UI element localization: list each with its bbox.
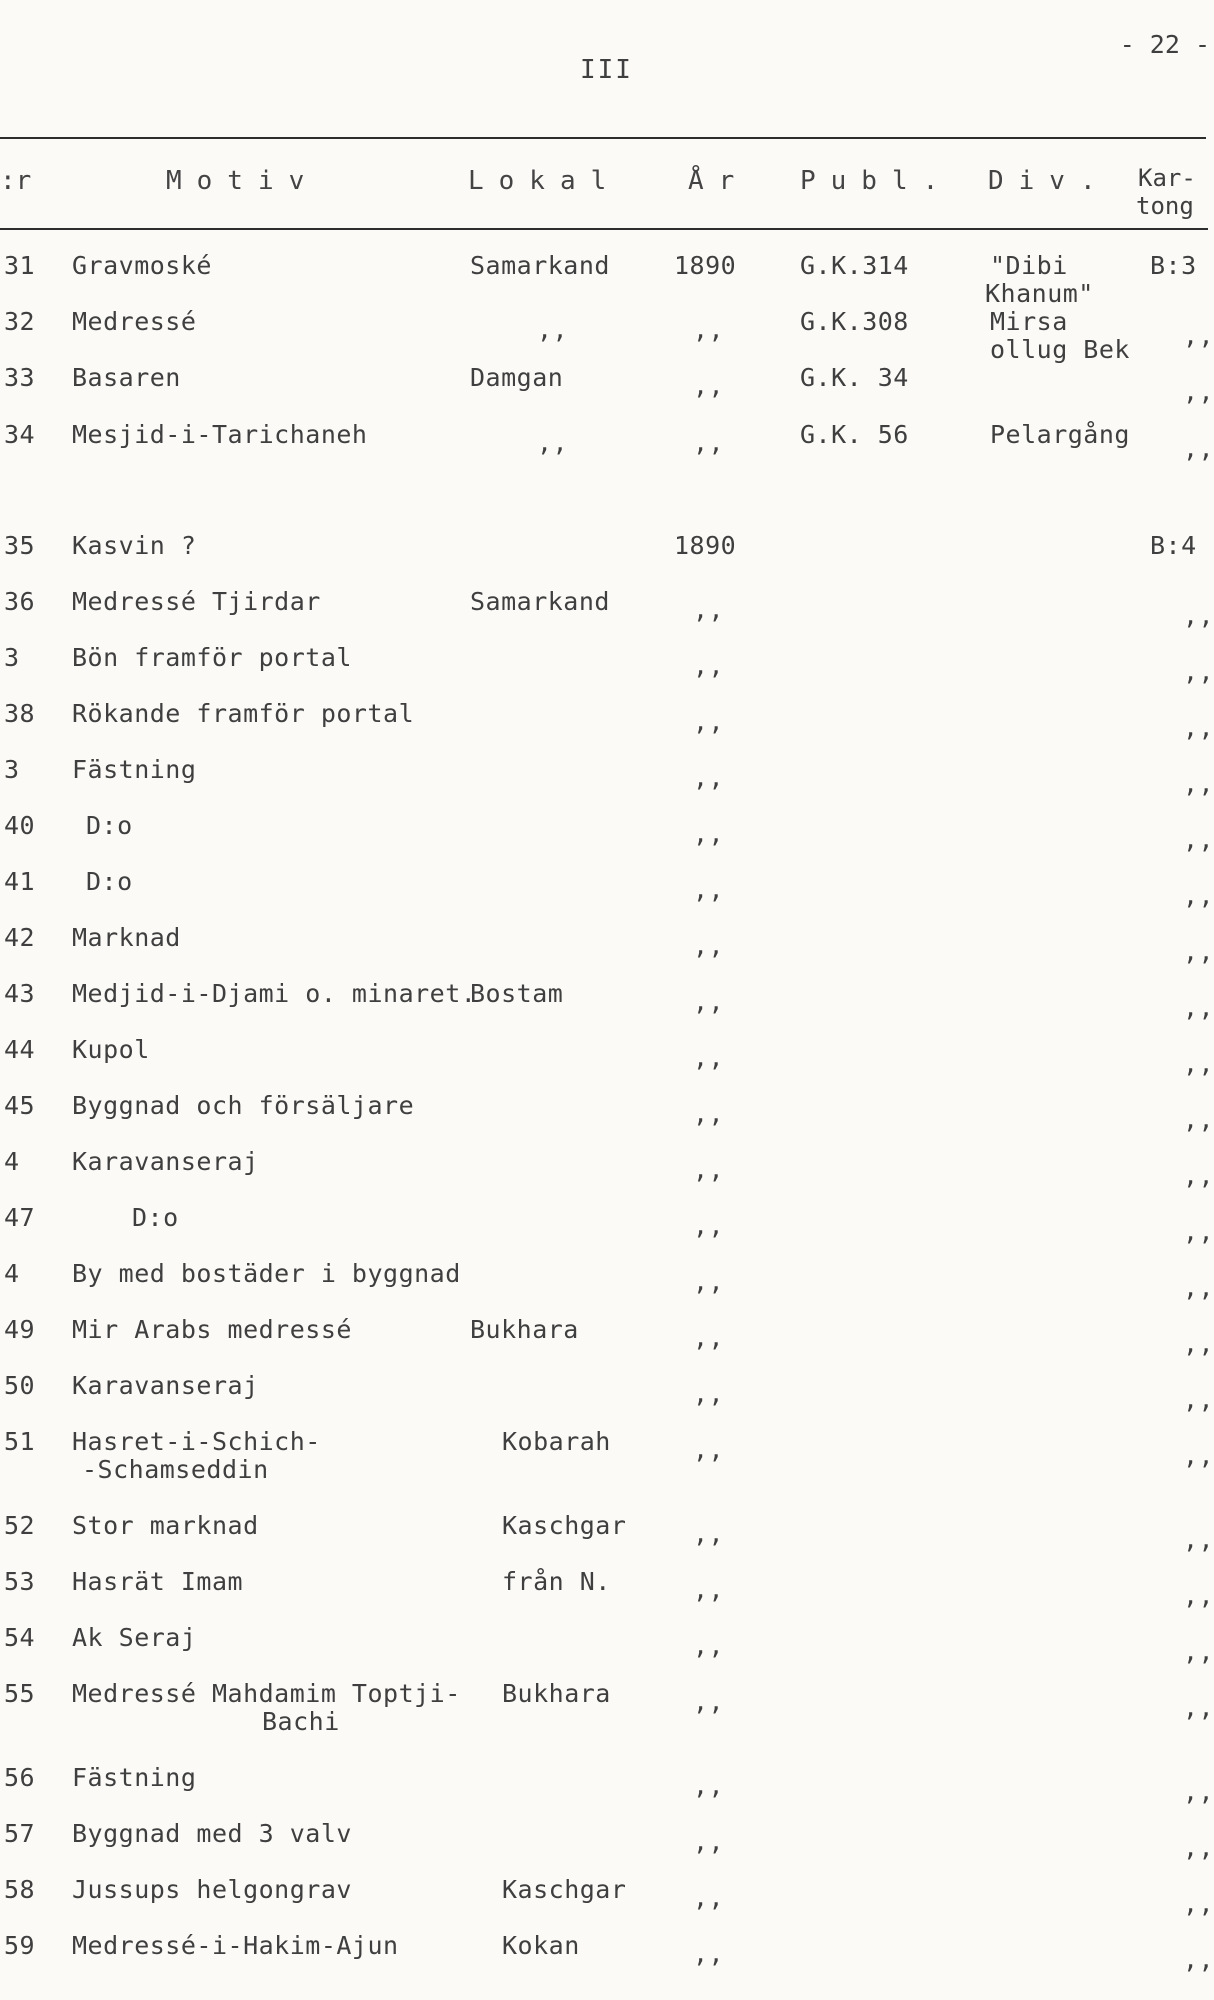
row-3-kartong: ,,: [1183, 434, 1214, 463]
row-20-kartong: ,,: [1183, 1441, 1214, 1470]
row-10-year: ,,: [693, 875, 725, 904]
row-20-motiv: Hasret-i-Schich-: [72, 1427, 321, 1456]
row-22-kartong: ,,: [1183, 1581, 1214, 1610]
row-6-number: 3: [4, 643, 20, 672]
row-24-lokal: Bukhara: [502, 1679, 611, 1708]
row-16-year: ,,: [693, 1211, 725, 1240]
row-11-motiv: Marknad: [72, 923, 181, 952]
row-10-motiv: D:o: [86, 867, 133, 896]
row-8-number: 3: [4, 755, 20, 784]
row-24-year: ,,: [693, 1687, 725, 1716]
row-4-kartong: B:4: [1150, 531, 1197, 560]
row-28-kartong: ,,: [1183, 1945, 1214, 1974]
row-15-year: ,,: [693, 1155, 725, 1184]
row-28-number: 59: [4, 1931, 36, 1960]
row-23-kartong: ,,: [1183, 1637, 1214, 1666]
header-kartong-line1: Kar-: [1138, 164, 1196, 192]
row-16-number: 47: [4, 1203, 36, 1232]
row-9-year: ,,: [693, 819, 725, 848]
row-14-motiv: Byggnad och försäljare: [72, 1091, 415, 1120]
row-27-lokal: Kaschgar: [502, 1875, 627, 1904]
row-2-publ: G.K. 34: [800, 363, 909, 392]
row-19-kartong: ,,: [1183, 1385, 1214, 1414]
row-0-kartong: B:3: [1150, 251, 1197, 280]
row-1-lokal: ,,: [537, 315, 569, 344]
row-24-kartong: ,,: [1183, 1693, 1214, 1722]
row-6-motiv: Bön framför portal: [72, 643, 352, 672]
row-9-number: 40: [4, 811, 36, 840]
row-13-year: ,,: [693, 1043, 725, 1072]
row-22-lokal: från N.: [502, 1567, 611, 1596]
row-17-year: ,,: [693, 1267, 725, 1296]
row-3-motiv: Mesjid-i-Tarichaneh: [72, 420, 368, 449]
row-13-kartong: ,,: [1183, 1049, 1214, 1078]
row-18-year: ,,: [693, 1323, 725, 1352]
row-5-year: ,,: [693, 595, 725, 624]
row-8-year: ,,: [693, 763, 725, 792]
row-25-motiv: Fästning: [72, 1763, 197, 1792]
row-0-div-cont: Khanum": [985, 279, 1094, 308]
row-11-number: 42: [4, 923, 36, 952]
row-17-number: 4: [4, 1259, 20, 1288]
row-19-motiv: Karavanseraj: [72, 1371, 259, 1400]
row-5-number: 36: [4, 587, 36, 616]
row-5-kartong: ,,: [1183, 601, 1214, 630]
row-20-year: ,,: [693, 1435, 725, 1464]
header-div: Div.: [988, 166, 1111, 196]
row-5-motiv: Medressé Tjirdar: [72, 587, 321, 616]
row-1-kartong: ,,: [1183, 321, 1214, 350]
row-1-number: 32: [4, 307, 36, 336]
row-9-motiv: D:o: [86, 811, 133, 840]
row-27-year: ,,: [693, 1883, 725, 1912]
row-21-kartong: ,,: [1183, 1525, 1214, 1554]
row-26-kartong: ,,: [1183, 1833, 1214, 1862]
row-28-year: ,,: [693, 1939, 725, 1968]
row-11-kartong: ,,: [1183, 937, 1214, 966]
row-0-year: 1890: [674, 251, 737, 280]
header-publ: Publ.: [800, 166, 954, 196]
section-title: III: [580, 55, 633, 85]
row-15-motiv: Karavanseraj: [72, 1147, 259, 1176]
row-24-number: 55: [4, 1679, 36, 1708]
row-28-motiv: Medressé-i-Hakim-Ajun: [72, 1931, 399, 1960]
row-23-year: ,,: [693, 1631, 725, 1660]
row-0-number: 31: [4, 251, 36, 280]
row-1-div-cont: ollug Bek: [990, 335, 1130, 364]
row-3-lokal: ,,: [537, 428, 569, 457]
row-2-year: ,,: [693, 371, 725, 400]
header-ar: År: [688, 166, 750, 196]
header-rule: [0, 228, 1208, 230]
row-18-motiv: Mir Arabs medressé: [72, 1315, 352, 1344]
row-28-lokal: Kokan: [502, 1931, 580, 1960]
top-rule: [0, 137, 1206, 139]
row-12-lokal: Bostam: [470, 979, 564, 1008]
row-6-year: ,,: [693, 651, 725, 680]
row-17-kartong: ,,: [1183, 1273, 1214, 1302]
row-21-motiv: Stor marknad: [72, 1511, 259, 1540]
header-motiv: Motiv: [166, 166, 320, 196]
row-23-number: 54: [4, 1623, 36, 1652]
row-7-motiv: Rökande framför portal: [72, 699, 415, 728]
row-18-lokal: Bukhara: [470, 1315, 579, 1344]
row-26-number: 57: [4, 1819, 36, 1848]
row-25-number: 56: [4, 1763, 36, 1792]
row-5-lokal: Samarkand: [470, 587, 610, 616]
row-1-publ: G.K.308: [800, 307, 909, 336]
row-2-lokal: Damgan: [470, 363, 564, 392]
row-2-kartong: ,,: [1183, 377, 1214, 406]
row-25-year: ,,: [693, 1771, 725, 1800]
row-2-number: 33: [4, 363, 36, 392]
row-4-motiv: Kasvin ?: [72, 531, 197, 560]
row-7-kartong: ,,: [1183, 713, 1214, 742]
row-12-motiv: Medjid-i-Djami o. minaret.: [72, 979, 477, 1008]
row-23-motiv: Ak Seraj: [72, 1623, 197, 1652]
row-3-div: Pelargång: [990, 420, 1130, 449]
row-18-number: 49: [4, 1315, 36, 1344]
row-3-number: 34: [4, 420, 36, 449]
row-9-kartong: ,,: [1183, 825, 1214, 854]
row-14-number: 45: [4, 1091, 36, 1120]
row-24-motiv: Medressé Mahdamim Toptji-: [72, 1679, 461, 1708]
row-4-number: 35: [4, 531, 36, 560]
row-6-kartong: ,,: [1183, 657, 1214, 686]
row-2-motiv: Basaren: [72, 363, 181, 392]
row-25-kartong: ,,: [1183, 1777, 1214, 1806]
row-0-div: "Dibi: [990, 251, 1068, 280]
row-18-kartong: ,,: [1183, 1329, 1214, 1358]
row-1-div: Mirsa: [990, 307, 1068, 336]
row-12-number: 43: [4, 979, 36, 1008]
row-22-year: ,,: [693, 1575, 725, 1604]
row-8-motiv: Fästning: [72, 755, 197, 784]
header-kartong-line2: tong: [1136, 192, 1194, 220]
row-1-motiv: Medressé: [72, 307, 197, 336]
row-19-year: ,,: [693, 1379, 725, 1408]
page-number: - 22 -: [1119, 30, 1210, 59]
row-20-number: 51: [4, 1427, 36, 1456]
row-3-year: ,,: [693, 428, 725, 457]
row-7-year: ,,: [693, 707, 725, 736]
row-0-lokal: Samarkand: [470, 251, 610, 280]
row-21-year: ,,: [693, 1519, 725, 1548]
row-15-number: 4: [4, 1147, 20, 1176]
row-15-kartong: ,,: [1183, 1161, 1214, 1190]
row-12-year: ,,: [693, 987, 725, 1016]
row-13-motiv: Kupol: [72, 1035, 150, 1064]
row-14-year: ,,: [693, 1099, 725, 1128]
header-lokal: Lokal: [468, 166, 622, 196]
row-0-publ: G.K.314: [800, 251, 909, 280]
row-20-lokal: Kobarah: [502, 1427, 611, 1456]
row-26-year: ,,: [693, 1827, 725, 1856]
row-26-motiv: Byggnad med 3 valv: [72, 1819, 352, 1848]
row-19-number: 50: [4, 1371, 36, 1400]
row-11-year: ,,: [693, 931, 725, 960]
row-16-kartong: ,,: [1183, 1217, 1214, 1246]
row-24-motiv-cont: Bachi: [262, 1707, 340, 1736]
row-27-motiv: Jussups helgongrav: [72, 1875, 352, 1904]
row-7-number: 38: [4, 699, 36, 728]
row-14-kartong: ,,: [1183, 1105, 1214, 1134]
row-3-publ: G.K. 56: [800, 420, 909, 449]
row-17-motiv: By med bostäder i byggnad: [72, 1259, 461, 1288]
row-27-number: 58: [4, 1875, 36, 1904]
row-20-motiv-cont: -Schamseddin: [82, 1455, 269, 1484]
row-13-number: 44: [4, 1035, 36, 1064]
row-8-kartong: ,,: [1183, 769, 1214, 798]
row-0-motiv: Gravmoské: [72, 251, 212, 280]
header-nr: :r: [0, 166, 32, 196]
row-12-kartong: ,,: [1183, 993, 1214, 1022]
row-1-year: ,,: [693, 315, 725, 344]
row-22-motiv: Hasrät Imam: [72, 1567, 244, 1596]
row-4-year: 1890: [674, 531, 737, 560]
row-22-number: 53: [4, 1567, 36, 1596]
row-10-number: 41: [4, 867, 36, 896]
row-10-kartong: ,,: [1183, 881, 1214, 910]
row-21-lokal: Kaschgar: [502, 1511, 627, 1540]
row-27-kartong: ,,: [1183, 1889, 1214, 1918]
row-16-motiv: D:o: [132, 1203, 179, 1232]
row-21-number: 52: [4, 1511, 36, 1540]
